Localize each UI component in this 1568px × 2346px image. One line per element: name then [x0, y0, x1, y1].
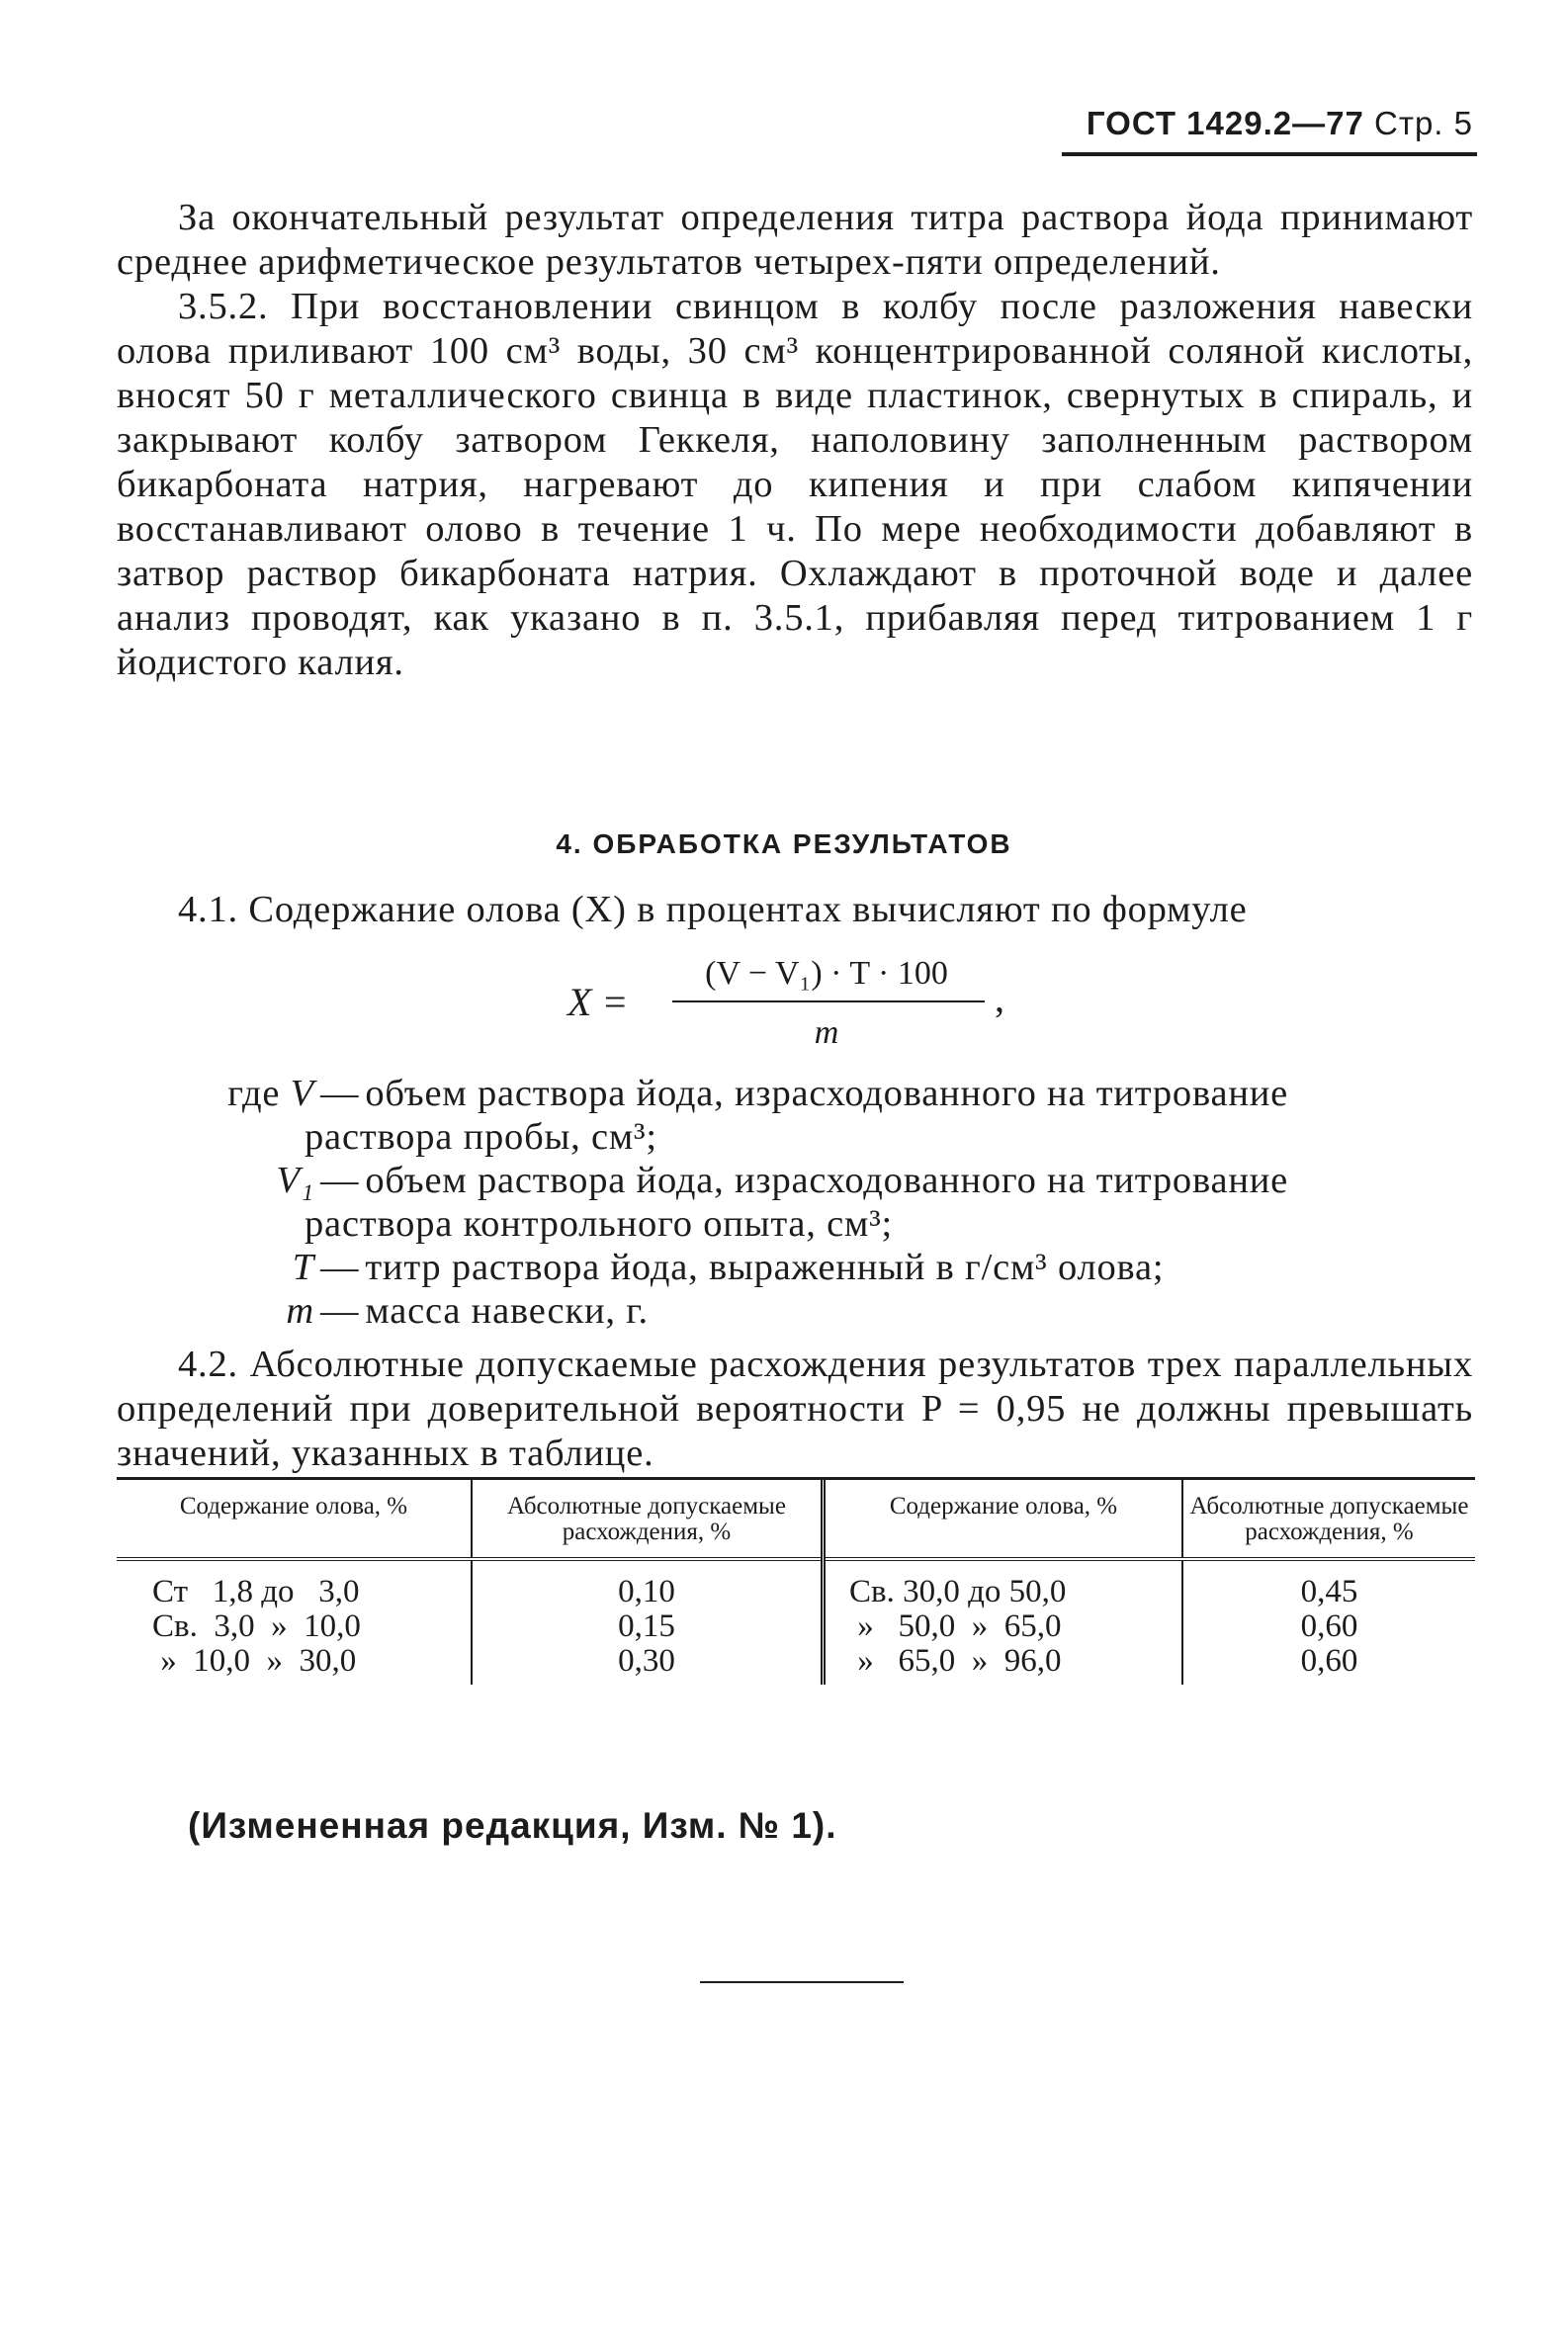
- definition-row: V₁ — объем раствора йода, израсходованного на титрование: [117, 1159, 1473, 1202]
- header-tin-content: Содержание олова, %: [824, 1480, 1183, 1559]
- value-cell: 0,45: [1300, 1574, 1358, 1609]
- value-cell: 0,30: [618, 1643, 675, 1679]
- range-cell: Св. 3,0 » 10,0: [152, 1608, 361, 1644]
- value-cell: 0,15: [618, 1608, 675, 1644]
- table-row: [117, 1559, 1475, 1685]
- header-tin-content: Содержание олова, %: [117, 1480, 472, 1559]
- range-cell: Ст 1,8 до 3,0: [152, 1574, 360, 1609]
- definition-row: m — масса навески, г.: [117, 1289, 1473, 1333]
- variable-definitions: [117, 1072, 1473, 1333]
- end-rule: [700, 1981, 904, 1983]
- value-cell: 0,10: [618, 1574, 675, 1609]
- paragraph-4-2: 4.2. Абсолютные допускаемые расхождения результатов трех параллельных определений при доверительной вероятности P = 0,95 не должны превышать значений, указанных в таблице.: [117, 1344, 1473, 1474]
- paragraph-3-5-2: 3.5.2. При восстановлении свинцом в колбу после разложения навески олова приливают 100 см³ воды, 30 см³ концентрированной соляной кислоты, вносят 50 г металлического свинца в виде пластинок, свернутых в спираль, и закрывают колбу затвором Геккеля, наполовину заполненным раствором бикарбоната натрия, нагревают до кипения и при слабом кипячении восстанавливают олово в течение 1 ч. По мере необходимости добавляют в затвор раствор бикарбоната натрия. Охлаждают в проточной воде и далее анализ проводят, как указано в п. 3.5.1, прибавляя перед титрованием 1 г йодистого калия.: [117, 286, 1473, 683]
- formula-fraction-bar: [672, 1000, 985, 1002]
- header-tolerance: Абсолютные допускаемые расхождения, %: [1182, 1480, 1475, 1559]
- range-cell: Св. 30,0 до 50,0: [849, 1574, 1067, 1609]
- body-top: [117, 196, 1473, 685]
- definition-text: масса навески, г.: [365, 1290, 649, 1332]
- doc-id: ГОСТ 1429.2—77: [1086, 105, 1364, 141]
- header-rule: [1062, 152, 1477, 156]
- range-cell: » 50,0 » 65,0: [849, 1608, 1062, 1644]
- formula-numerator: (V − V₁) · T · 100: [705, 955, 948, 992]
- paragraph-4-2-block: [117, 1343, 1473, 1476]
- definition-lead: где: [227, 1073, 291, 1114]
- definition-symbol: V: [290, 1073, 314, 1114]
- definition-row: T — титр раствора йода, выраженный в г/см³ олова;: [117, 1246, 1473, 1289]
- definition-symbol: V₁: [276, 1160, 314, 1201]
- definition-text: титр раствора йода, выраженный в г/см³ олова;: [365, 1247, 1165, 1288]
- section-title: 4. ОБРАБОТКА РЕЗУЛЬТАТОВ: [556, 828, 1012, 859]
- table-header-row: [117, 1480, 1475, 1559]
- value-cell: 0,60: [1300, 1608, 1358, 1644]
- range-cell: » 65,0 » 96,0: [849, 1643, 1062, 1679]
- definition-text: объем раствора йода, израсходованного на титрование: [365, 1160, 1289, 1201]
- definition-continuation: раствора пробы, см³;: [305, 1116, 657, 1158]
- definition-symbol: T: [292, 1247, 314, 1288]
- definition-text: объем раствора йода, израсходованного на титрование: [365, 1073, 1289, 1114]
- definition-symbol: m: [286, 1290, 314, 1332]
- definition-continuation: раствора контрольного опыта, см³;: [305, 1203, 894, 1245]
- amendment-note: (Измененная редакция, Изм. № 1).: [188, 1805, 837, 1846]
- range-cell: » 10,0 » 30,0: [152, 1643, 357, 1679]
- formula-denominator: m: [814, 1014, 839, 1051]
- page-label: Стр. 5: [1374, 105, 1473, 141]
- definition-row: где V — объем раствора йода, израсходованного на титрование: [117, 1072, 1473, 1115]
- formula: [567, 955, 1022, 1064]
- header-tolerance: Абсолютные допускаемые расхождения, %: [472, 1480, 824, 1559]
- page-header: [1058, 105, 1473, 142]
- formula-comma: ,: [995, 976, 1004, 1020]
- formula-lhs: X =: [567, 980, 629, 1024]
- paragraph-4-1-block: [117, 888, 1473, 932]
- paragraph-final-result: За окончательный результат определения титра раствора йода принимают среднее арифметическое результатов четырех-пяти определений.: [117, 197, 1473, 283]
- paragraph-4-1: 4.1. Содержание олова (X) в процентах вычисляют по формуле: [178, 889, 1248, 930]
- value-cell: 0,60: [1300, 1643, 1358, 1679]
- tolerance-table: [117, 1477, 1475, 1685]
